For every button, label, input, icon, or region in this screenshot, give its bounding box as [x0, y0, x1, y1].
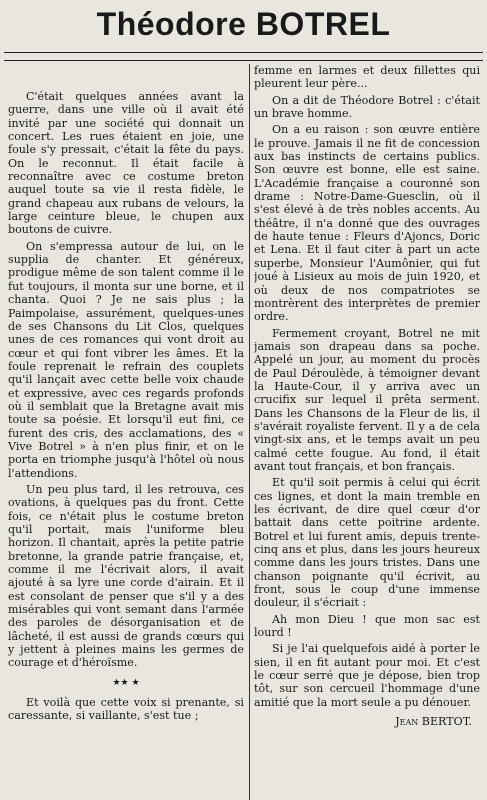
- paragraph: On s'empressa autour de lui, on le supplia de chanter. Et généreux, prodigue même de son talent comme il le fut toujours, il monta sur une borne, et il chanta. Quoi ? Je ne sais plus ; la Paimpolaise, assurément, quelques-unes de ses Chansons du Lit Clos, quelques unes de ces romances qui vont droit au cœur et qui font vibrer les âmes. Et la foule reprenait le refrain des couplets qu'il lançait avec cette belle voix chaude et expressive, avec ces regards profonds où il semblait que la Bretagne avait mis toute sa poésie. Et lorsqu'il eut fini, ce furent des cris, des acclamations, des « Vive Botrel » à n'en plus finir, et on le porta en triomphe jusqu'à l'hôtel où nous l'attendions.: [8, 239, 244, 480]
- column-divider: [249, 64, 250, 800]
- paragraph: On a dit de Théodore Botrel : c'était un brave homme.: [254, 93, 480, 121]
- paragraph: On a eu raison : son œuvre entière le prouve. Jamais il ne fit de concession aux bas instincts de certains publics. Son œuvre est bonne, elle est saine. L'Académie française a couronné son drame : Notre-Dame-Guesclin, où il s'est élevé à de très nobles accents. Au théâtre, il n'a donné que des ouvrages de haute tenue : Fleurs d'Ajoncs, Doric et Lena. Et il faut citer à part un acte superbe, Monsieur l'Aumônier, qui fut joué à Lisieux au mois de juin 1920, et où deux de nos compatriotes se montrèrent des interprètes de premier ordre.: [254, 123, 480, 324]
- paragraph: Et qu'il soit permis à celui qui écrit ces lignes, et dont la main tremble en les écrivant, de dire quel cœur d'or battait dans cette poitrine ardente. Botrel et lui furent amis, depuis trente-cinq ans et plus, dans les jours heureux comme dans les jours tristes. Dans une chanson poignante qu'il écrivit, au front, sous le coup d'une immense douleur, il s'écriait :: [254, 476, 480, 610]
- section-stars: ★★ ★: [112, 677, 140, 688]
- paragraph: femme en larmes et deux fillettes qui pleurent leur père...: [254, 64, 480, 91]
- signature: Jean BERTOT.: [395, 715, 472, 729]
- paragraph: Fermement croyant, Botrel ne mit jamais son drapeau dans sa poche. Appelé un jour, au moment du procès de Paul Déroulède, à témoigner devant la Haute-Cour, il y arriva avec un crucifix sur lequel il prêta serment. Dans les Chansons de la Fleur de lis, il s'avérait royaliste fervent. Il y a de cela vingt-six ans, et le temps avait un peu calmé cette fougue. Au fond, il était avant tout français, et bon français.: [254, 326, 480, 473]
- title-rule-top: [4, 52, 483, 53]
- quote-line: Ah mon Dieu ! que mon sac est lourd !: [254, 612, 480, 640]
- paragraph: Et voilà que cette voix si prenante, si caressante, si vaillante, s'est tue ;: [8, 695, 244, 723]
- paragraph: C'était quelques années avant la guerre, dans une ville où il avait été invité par une société qui donnait un concert. Les rues étaient en joie, une foule s'y pressait, c'était la fête du pays. On le reconnut. Il était facile à reconnaître avec ce costume breton auquel toute sa vie il resta fidèle, le grand chapeau aux rubans de velours, la large ceinture bleue, le chupen aux boutons de cuivre.: [8, 90, 244, 237]
- right-column: [254, 64, 480, 800]
- article-title: Théodore BOTREL: [96, 6, 391, 42]
- title-rule-bottom: [4, 60, 483, 61]
- paragraph: Un peu plus tard, il les retrouva, ces ovations, à quelques pas du front. Cette fois, ce n'était plus le costume breton qu'il portait, mais l'uniforme bleu horizon. Il chantait, après la petite patrie bretonne, la grande patrie française, et, comme il me l'écrivait alors, il avait ajouté à sa lyre une corde d'airain. Et il est consolant de penser que s'il y a des misérables qui vont semant dans l'armée des paroles de désorganisation et de lâcheté, il est aussi de grands cœurs qui y jettent à pleines mains les germes de courage et d'héroïsme.: [8, 482, 244, 670]
- left-column: [8, 90, 244, 800]
- paragraph: Si je l'ai quelquefois aidé à porter le sien, il en fit autant pour moi. Et c'est le cœur serré que je dépose, bien trop tôt, sur son cercueil l'hommage d'une amitié que la mort seule a pu dénouer.: [254, 642, 480, 709]
